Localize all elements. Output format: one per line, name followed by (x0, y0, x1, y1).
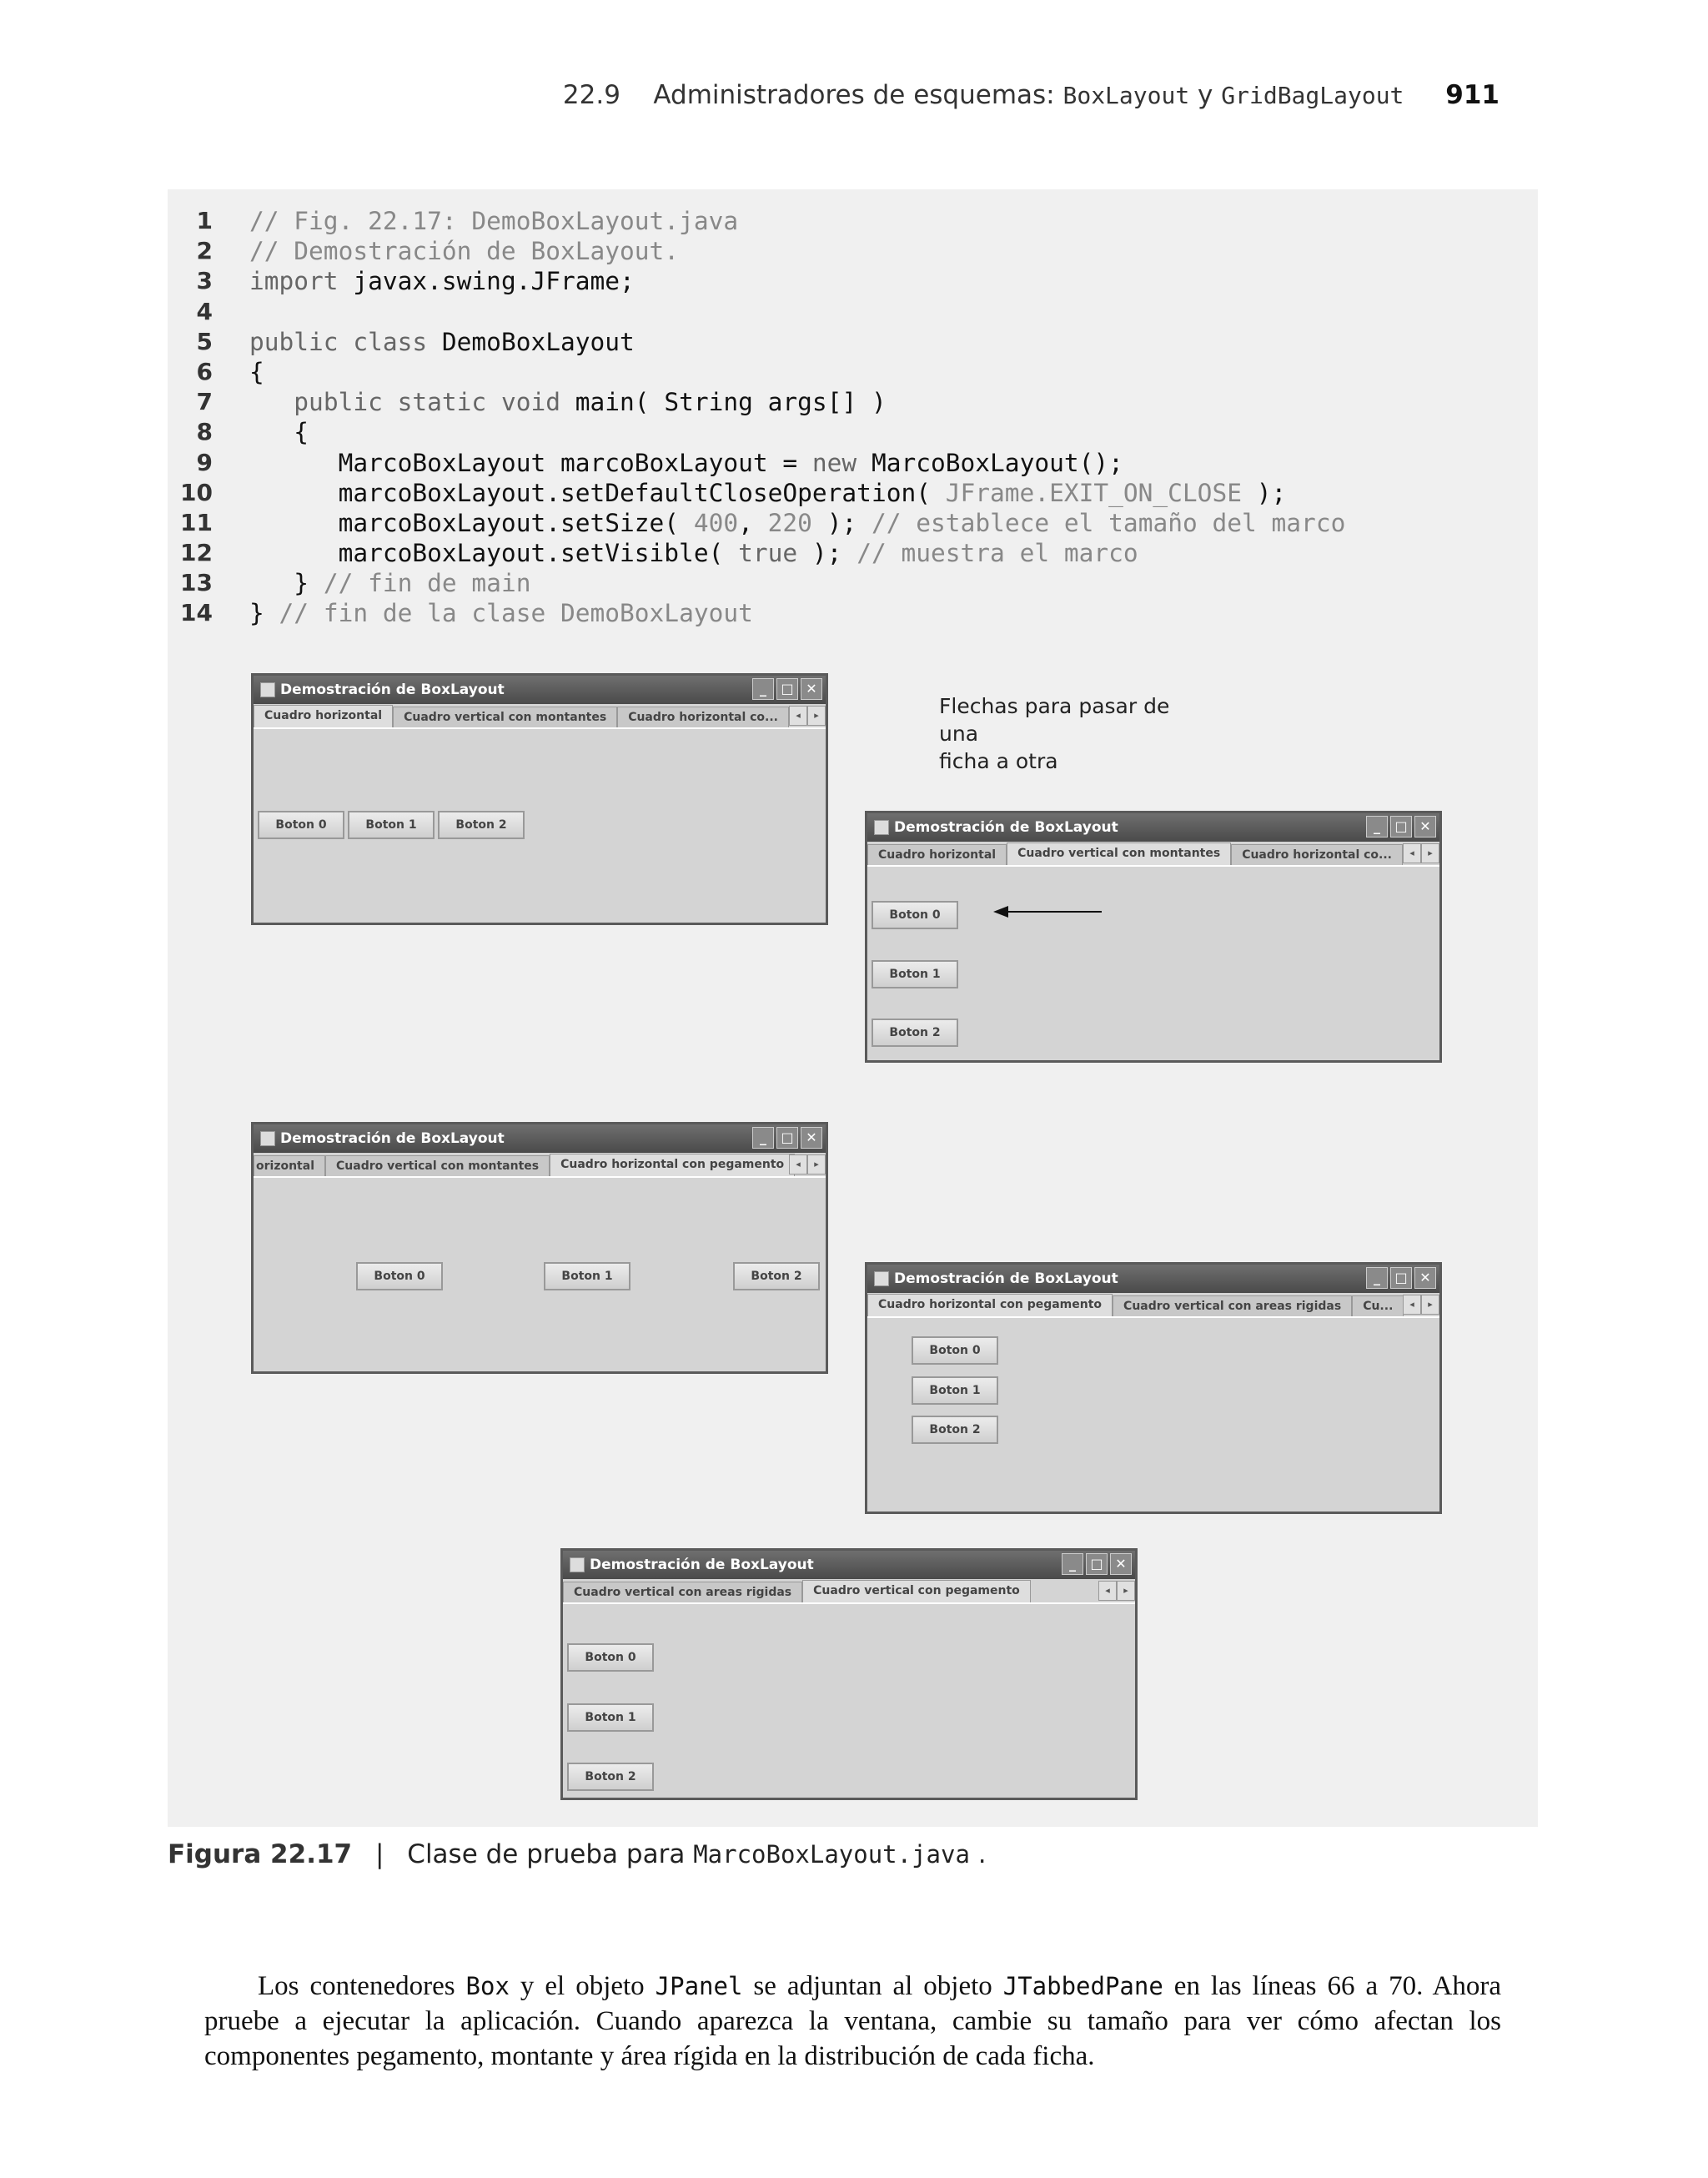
line-number: 5 (196, 327, 213, 355)
tab-scroll-right-icon[interactable]: ▸ (807, 1154, 826, 1175)
para-text: en las líneas 66 a 70. Ahora pruebe a ejecutar la aplicación. Cuando aparezca la ventana, cambie su tamaño para ver cómo afectan los componentes pegamento, montante y área rígida en la distribución de cada ficha. (204, 1971, 1501, 2071)
line-number: 2 (196, 237, 213, 265)
callout-line: ficha a otra (939, 749, 1058, 773)
tab-bar (867, 842, 1439, 867)
para-text: se adjuntan al objeto (742, 1971, 1003, 2001)
code-line (168, 327, 1502, 357)
button-1[interactable]: Boton 1 (567, 1703, 654, 1732)
code-text (213, 266, 635, 296)
tab-horizontal[interactable]: orizontal (254, 1155, 325, 1176)
code-token: javax.swing.JFrame; (338, 267, 635, 296)
maximize-icon[interactable]: □ (1086, 1553, 1108, 1575)
close-icon[interactable]: ✕ (1414, 1267, 1436, 1289)
header-class-gridbaglayout: GridBagLayout (1221, 82, 1404, 109)
code-token: // fin de main (323, 569, 531, 598)
code-token: public static void (294, 388, 560, 417)
java-app-icon (570, 1557, 585, 1572)
tab-horizontal-glue[interactable]: Cuadro horizontal con pegamento (867, 1294, 1113, 1316)
code-line (168, 297, 1502, 327)
line-number: 7 (196, 388, 213, 416)
code-token (249, 388, 294, 416)
tab-horizontal-glue[interactable]: Cuadro horizontal co... (617, 707, 789, 727)
code-text (213, 387, 887, 417)
window-titlebar (867, 813, 1439, 842)
code-listing (168, 206, 1502, 629)
window-titlebar (563, 1551, 1135, 1579)
close-icon[interactable]: ✕ (801, 1127, 822, 1149)
code-token: // muestra el marco (857, 539, 1138, 568)
running-header (563, 80, 1500, 110)
code-text (213, 508, 1345, 538)
section-number: 22.9 (562, 80, 620, 110)
code-token: { (249, 418, 309, 447)
code-token: marcoBoxLayout.setDefaultCloseOperation( (249, 478, 946, 507)
line-number: 10 (180, 478, 213, 506)
button-2[interactable]: Boton 2 (733, 1262, 820, 1290)
code-token: 220 (767, 508, 812, 537)
code-token: // establece el tamaño del marco (872, 508, 1346, 537)
code-text (213, 357, 264, 387)
figure-caption (168, 1839, 987, 1869)
close-icon[interactable]: ✕ (1414, 816, 1436, 837)
header-title: Administradores de esquemas: (653, 80, 1063, 110)
code-token: ); (811, 508, 872, 537)
tab-scroll-left-icon[interactable]: ◂ (1403, 1295, 1421, 1315)
code-token: DemoBoxLayout (427, 327, 635, 356)
button-2[interactable]: Boton 2 (438, 811, 525, 839)
callout-line: Flechas para pasar de una (939, 694, 1170, 746)
body-paragraph (204, 1969, 1501, 2074)
para-text: y el objeto (509, 1971, 656, 2001)
figure-panel (168, 189, 1538, 1827)
code-text (213, 206, 738, 236)
java-app-icon (260, 1131, 275, 1146)
tab-scroll-left-icon[interactable]: ◂ (1403, 843, 1421, 863)
code-text (213, 448, 1123, 478)
close-icon[interactable]: ✕ (1110, 1553, 1132, 1575)
code-line (168, 357, 1502, 387)
tab-scroll-right-icon[interactable]: ▸ (1117, 1581, 1135, 1601)
tab-vertical-glue[interactable]: Cuadro vertical con pegamento (802, 1580, 1031, 1602)
window-horizontal-glue (251, 1122, 828, 1374)
code-line (168, 206, 1502, 236)
code-token: new (811, 448, 857, 477)
tab-bar (867, 1293, 1439, 1318)
java-app-icon (874, 1271, 889, 1286)
figure-label: Figura 22.17 (168, 1839, 353, 1869)
code-line (168, 236, 1502, 266)
header-conj: y (1189, 80, 1222, 110)
code-token: JFrame.EXIT_ON_CLOSE (945, 478, 1242, 507)
button-0[interactable]: Boton 0 (356, 1262, 443, 1290)
window-horizontal-box (251, 673, 828, 925)
button-2[interactable]: Boton 2 (872, 1019, 958, 1047)
line-number: 14 (180, 599, 213, 627)
code-token: main( String args[] ) (560, 388, 887, 417)
maximize-icon[interactable]: □ (1390, 1267, 1412, 1289)
button-1[interactable]: Boton 1 (544, 1262, 630, 1290)
page-number: 911 (1445, 80, 1500, 110)
tab-horizontal[interactable]: Cuadro horizontal (254, 705, 393, 727)
window-vertical-struts (865, 811, 1442, 1063)
java-app-icon (874, 820, 889, 835)
minimize-icon[interactable]: _ (1366, 816, 1388, 837)
code-token: // Fig. 22.17: DemoBoxLayout.java (249, 207, 739, 235)
tab-vertical-struts[interactable]: Cuadro vertical con montantes (325, 1155, 550, 1176)
code-text (213, 236, 679, 266)
window-titlebar (867, 1265, 1439, 1293)
line-number: 8 (196, 418, 213, 446)
code-text (213, 297, 249, 327)
button-0[interactable]: Boton 0 (567, 1643, 654, 1672)
para-code-jpanel: JPanel (655, 1972, 743, 2000)
code-token: MarcoBoxLayout marcoBoxLayout = (249, 448, 812, 477)
window-rigid-areas (865, 1262, 1442, 1514)
code-token: 400 (693, 508, 739, 537)
line-number: 11 (180, 508, 213, 536)
code-token: marcoBoxLayout.setSize( (249, 508, 694, 537)
window-title: Demostración de BoxLayout (894, 1270, 1118, 1287)
tab-vertical-rigid-areas[interactable]: Cuadro vertical con areas rigidas (563, 1582, 802, 1602)
tab-scroll-left-icon[interactable]: ◂ (789, 1154, 807, 1175)
close-icon[interactable]: ✕ (801, 678, 822, 700)
button-2[interactable]: Boton 2 (912, 1416, 998, 1444)
minimize-icon[interactable]: _ (1062, 1553, 1083, 1575)
line-number: 13 (180, 569, 213, 597)
tab-truncated[interactable]: Cu... (1352, 1295, 1404, 1316)
code-text (213, 478, 1286, 508)
tab-scroll-right-icon[interactable]: ▸ (1421, 843, 1439, 863)
code-token: MarcoBoxLayout(); (857, 448, 1123, 477)
tab-bar (254, 1153, 826, 1178)
header-class-boxlayout: BoxLayout (1062, 82, 1190, 109)
minimize-icon[interactable]: _ (1366, 1267, 1388, 1289)
tab-horizontal-glue[interactable]: Cuadro horizontal co... (1231, 844, 1403, 865)
window-titlebar (254, 676, 826, 704)
tab-scroll-right-icon[interactable]: ▸ (1421, 1295, 1439, 1315)
java-app-icon (260, 682, 275, 697)
code-line (168, 448, 1502, 478)
code-text (213, 327, 635, 357)
tab-scroll-right-icon[interactable]: ▸ (807, 706, 826, 726)
line-number: 3 (196, 267, 213, 295)
window-title: Demostración de BoxLayout (280, 1130, 505, 1147)
code-token: public class (249, 327, 428, 356)
code-line (168, 266, 1502, 296)
button-0[interactable]: Boton 0 (912, 1336, 998, 1365)
code-text (213, 538, 1138, 568)
tab-vertical-struts[interactable]: Cuadro vertical con montantes (393, 707, 617, 727)
code-text (213, 417, 309, 447)
para-text: Los contenedores (258, 1971, 466, 2001)
code-line (168, 478, 1502, 508)
para-code-jtabbedpane: JTabbedPane (1002, 1972, 1163, 2000)
caption-separator: | (374, 1839, 384, 1869)
code-token: ); (1241, 478, 1287, 507)
code-token: { (249, 357, 264, 386)
code-token: } (249, 569, 324, 598)
window-vertical-glue (560, 1548, 1138, 1800)
tab-horizontal[interactable]: Cuadro horizontal (867, 844, 1007, 865)
button-2[interactable]: Boton 2 (567, 1763, 654, 1791)
code-line (168, 387, 1502, 417)
button-1[interactable]: Boton 1 (348, 811, 435, 839)
code-line (168, 508, 1502, 538)
code-token: } (249, 599, 279, 628)
line-number: 6 (196, 357, 213, 385)
code-token: marcoBoxLayout.setVisible( (249, 539, 739, 568)
tab-bar (254, 704, 826, 729)
code-token: // Demostración de BoxLayout. (249, 237, 680, 266)
callout-label (939, 692, 1214, 775)
button-1[interactable]: Boton 1 (872, 960, 958, 988)
button-0[interactable]: Boton 0 (872, 901, 958, 929)
line-number: 1 (196, 207, 213, 234)
line-number: 9 (196, 448, 213, 476)
caption-end: . (969, 1839, 987, 1869)
code-line (168, 538, 1502, 568)
tab-horizontal-glue[interactable]: Cuadro horizontal con pegamento (550, 1154, 795, 1176)
maximize-icon[interactable]: □ (1390, 816, 1412, 837)
window-title: Demostración de BoxLayout (894, 819, 1118, 836)
minimize-icon[interactable]: _ (752, 678, 774, 700)
button-0[interactable]: Boton 0 (258, 811, 344, 839)
code-token: true (738, 539, 798, 568)
line-number: 12 (180, 539, 213, 567)
code-text (213, 568, 530, 598)
window-titlebar (254, 1124, 826, 1153)
line-number: 4 (196, 297, 213, 325)
code-text (213, 598, 753, 628)
code-token: import (249, 267, 339, 296)
button-1[interactable]: Boton 1 (912, 1376, 998, 1405)
maximize-icon[interactable]: □ (776, 1127, 798, 1149)
code-token: // fin de la clase DemoBoxLayout (279, 599, 753, 628)
window-title: Demostración de BoxLayout (590, 1557, 814, 1573)
code-line (168, 598, 1502, 628)
tab-scroll-left-icon[interactable]: ◂ (789, 706, 807, 726)
tab-bar (563, 1579, 1135, 1604)
tab-vertical-rigid-areas[interactable]: Cuadro vertical con areas rigidas (1113, 1295, 1352, 1316)
tab-vertical-struts[interactable]: Cuadro vertical con montantes (1007, 843, 1231, 865)
caption-text: Clase de prueba para (407, 1839, 694, 1869)
code-token: ); (797, 539, 857, 568)
para-code-box: Box (465, 1972, 510, 2000)
window-title: Demostración de BoxLayout (280, 682, 505, 698)
code-line (168, 568, 1502, 598)
tab-scroll-left-icon[interactable]: ◂ (1098, 1581, 1117, 1601)
code-token: , (738, 508, 768, 537)
maximize-icon[interactable]: □ (776, 678, 798, 700)
callout-arrow-icon (993, 903, 1103, 920)
caption-code: MarcoBoxLayout.java (693, 1840, 970, 1869)
code-line (168, 417, 1502, 447)
minimize-icon[interactable]: _ (752, 1127, 774, 1149)
